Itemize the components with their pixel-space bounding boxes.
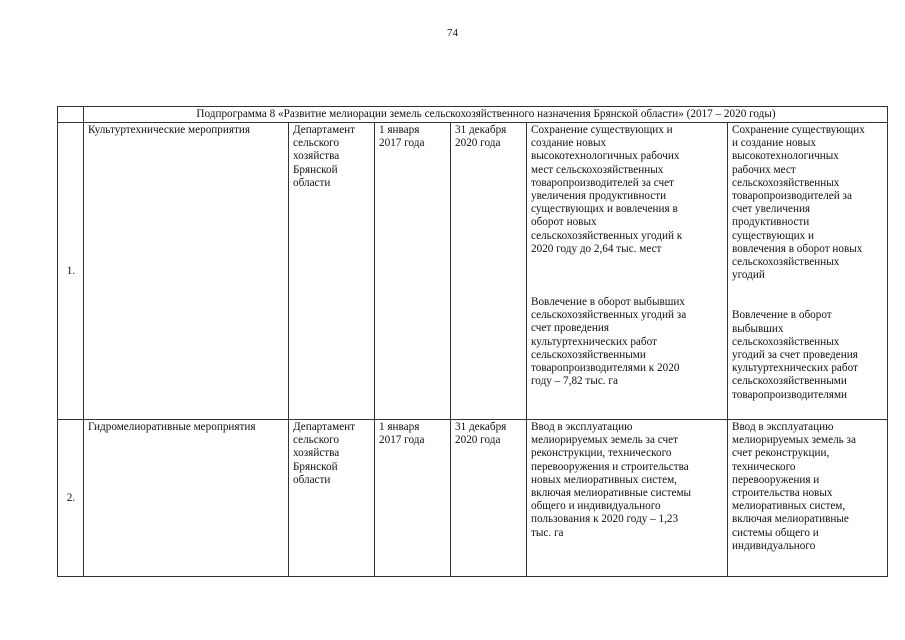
link-to-indicators: Ввод в эксплуатацию мелиорируемых земель за счет реконструкции, технического перевооружения и строительства новых мелиоративных систем, включая мелиоративные системы общего и индивидуального [728,420,888,577]
table-row [58,123,888,420]
expected-result [527,123,728,420]
expected-result: Ввод в эксплуатацию мелиорируемых земель за счет реконструкции, технического перевооружения и строительства новых мелиоративных систем, включая мелиоративные системы общего и индивидуального пользования к 2020 году – 1,23 тыс. га [527,420,728,577]
executor: Департамент сельского хозяйства Брянской области [289,420,375,577]
executor: Департамент сельского хозяйства Брянской области [289,123,375,420]
end-date: 31 декабря 2020 года [451,123,527,420]
row-number: 2. [58,420,84,577]
subprogram-header-row [58,107,888,123]
row-number: 1. [58,123,84,420]
subprogram-table [57,106,888,577]
table-row [58,420,888,577]
measure-name: Гидромелиоративные мероприятия [84,420,289,577]
subprogram-title: Подпрограмма 8 «Развитие мелиорации земель сельскохозяйственного назначения Брянской области» (2017 – 2020 годы) [84,107,888,123]
result-text: Сохранение существующих и создание новых высокотехнологичных рабочих мест сельскохозяйственных товаропроизводителей за счет увеличения продуктивности существующих и вовлечения в оборот новых сельскохозяйственных угодий к 2020 году до 2,64 тыс. мест [531,124,683,255]
start-date: 1 января 2017 года [375,123,451,420]
link-to-indicators [728,123,888,420]
result-text: Вовлечение в оборот выбывших сельскохозяйственных угодий за счет проведения культуртехнических работ сельскохозяйственными товаропроизводителями к 2020 году – 7,82 тыс. га [531,296,687,388]
indicator-text: Сохранение существующих и создание новых высокотехнологичных рабочих мест сельскохозяйственных товаропроизводителей за счет увеличения продуктивности существующих и вовлечения в оборот новых сельскохозяйственных угодий [732,124,865,282]
measure-name: Культуртехнические мероприятия [84,123,289,420]
header-num-cell [58,107,84,123]
page-number: 74 [447,27,458,39]
end-date: 31 декабря 2020 года [451,420,527,577]
indicator-text: Вовлечение в оборот выбывших сельскохозяйственных угодий за счет проведения культуртехнических работ сельскохозяйственными товаропроизводителями [732,309,858,401]
start-date: 1 января 2017 года [375,420,451,577]
